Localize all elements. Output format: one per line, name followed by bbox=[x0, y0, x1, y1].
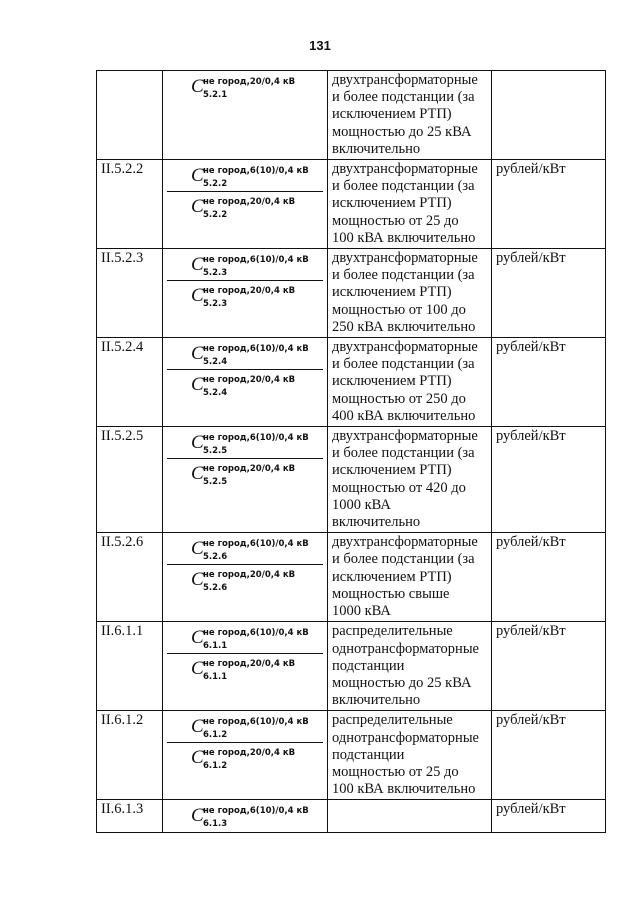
row-unit bbox=[492, 71, 606, 160]
formula-symbol bbox=[191, 194, 321, 221]
symbol-superscript: не город,6(10)/0,4 кВ bbox=[203, 717, 309, 728]
table-row bbox=[97, 533, 606, 622]
table-row bbox=[97, 160, 606, 249]
symbol-superscript: не город,20/0,4 кВ bbox=[203, 464, 296, 475]
symbol-subscript: 5.2.4 bbox=[203, 388, 228, 399]
rate-symbol-cell bbox=[163, 71, 328, 160]
tariff-table bbox=[96, 70, 606, 833]
symbol-superscript: не город,6(10)/0,4 кВ bbox=[203, 255, 309, 266]
symbol-superscript: не город,20/0,4 кВ bbox=[203, 659, 296, 670]
formula-symbol bbox=[191, 536, 321, 563]
description-line: исключением РТП) bbox=[332, 568, 452, 585]
row-unit: рублей/кВт bbox=[492, 338, 606, 427]
description-line: однотрансформаторные bbox=[332, 729, 479, 746]
description-line: подстанции bbox=[332, 746, 405, 763]
symbol-subscript: 5.2.5 bbox=[203, 477, 228, 488]
formula-symbol bbox=[191, 252, 321, 279]
row-unit: рублей/кВт bbox=[492, 622, 606, 711]
rate-letter: С bbox=[191, 343, 204, 365]
symbol-subscript: 5.2.6 bbox=[203, 583, 228, 594]
symbol-superscript: не город,6(10)/0,4 кВ bbox=[203, 806, 309, 817]
formula-symbol bbox=[191, 341, 321, 368]
rate-symbol bbox=[167, 534, 323, 565]
symbol-subscript: 6.1.2 bbox=[203, 730, 228, 741]
description-line: и более подстанции (за bbox=[332, 445, 475, 462]
symbol-subscript: 6.1.1 bbox=[203, 672, 228, 683]
rate-symbol-cell bbox=[163, 622, 328, 711]
row-description bbox=[328, 249, 492, 338]
row-description bbox=[328, 800, 492, 833]
rate-symbol bbox=[167, 72, 323, 102]
description-line: исключением РТП) bbox=[332, 284, 452, 301]
rate-letter: С bbox=[191, 658, 204, 680]
row-unit: рублей/кВт bbox=[492, 533, 606, 622]
description-line: исключением РТП) bbox=[332, 106, 452, 123]
rate-symbol bbox=[167, 654, 323, 684]
symbol-subscript: 5.2.4 bbox=[203, 357, 228, 368]
formula-symbol bbox=[191, 656, 321, 683]
row-code: II.5.2.5 bbox=[97, 427, 163, 533]
row-unit: рублей/кВт bbox=[492, 160, 606, 249]
symbol-subscript: 6.1.3 bbox=[203, 819, 228, 830]
formula-symbol bbox=[191, 714, 321, 741]
row-code bbox=[97, 71, 163, 160]
description-line: исключением РТП) bbox=[332, 195, 452, 212]
row-description bbox=[328, 533, 492, 622]
table-row bbox=[97, 338, 606, 427]
rate-letter: С bbox=[191, 76, 204, 97]
formula-symbol bbox=[191, 803, 321, 830]
rate-symbol bbox=[167, 281, 323, 311]
description-line: мощностью от 250 до bbox=[332, 390, 466, 407]
rate-symbol-cell bbox=[163, 249, 328, 338]
rate-letter: С bbox=[191, 285, 204, 307]
symbol-superscript: не город,20/0,4 кВ bbox=[203, 570, 296, 581]
rate-symbol bbox=[167, 339, 323, 370]
row-unit: рублей/кВт bbox=[492, 711, 606, 800]
rate-symbol bbox=[167, 801, 323, 831]
row-description bbox=[328, 338, 492, 427]
description-line: двухтрансформаторные bbox=[332, 250, 478, 267]
symbol-superscript: не город,20/0,4 кВ bbox=[203, 748, 296, 759]
formula-symbol bbox=[191, 372, 321, 399]
description-line: мощностью до 25 кВА bbox=[332, 123, 472, 140]
symbol-superscript: не город,6(10)/0,4 кВ bbox=[203, 539, 309, 550]
symbol-subscript: 5.2.3 bbox=[203, 299, 228, 310]
rate-symbol-cell bbox=[163, 338, 328, 427]
rate-letter: С bbox=[191, 196, 204, 218]
symbol-superscript: не город,6(10)/0,4 кВ bbox=[203, 344, 309, 355]
row-unit: рублей/кВт bbox=[492, 427, 606, 533]
page-number: 131 bbox=[309, 38, 331, 53]
rate-symbol bbox=[167, 192, 323, 222]
rate-letter: С bbox=[191, 627, 204, 649]
formula-symbol bbox=[191, 745, 321, 772]
rate-symbol-cell bbox=[163, 800, 328, 833]
formula-symbol bbox=[191, 625, 321, 652]
symbol-superscript: не город,6(10)/0,4 кВ bbox=[203, 628, 309, 639]
row-code: II.6.1.1 bbox=[97, 622, 163, 711]
description-line: мощностью от 100 до bbox=[332, 301, 466, 318]
description-line: включительно bbox=[332, 692, 421, 709]
description-line: двухтрансформаторные bbox=[332, 339, 478, 356]
formula-symbol bbox=[191, 74, 321, 98]
symbol-superscript: не город,6(10)/0,4 кВ bbox=[203, 166, 309, 177]
symbol-subscript: 6.1.2 bbox=[203, 761, 228, 772]
table-row bbox=[97, 249, 606, 338]
description-line: 1000 кВА bbox=[332, 603, 391, 620]
rate-symbol-cell bbox=[163, 711, 328, 800]
formula-symbol bbox=[191, 283, 321, 310]
formula-symbol bbox=[191, 430, 321, 457]
rate-letter: С bbox=[191, 374, 204, 396]
row-unit: рублей/кВт bbox=[492, 800, 606, 833]
description-line: включительно bbox=[332, 514, 421, 531]
row-code: II.5.2.6 bbox=[97, 533, 163, 622]
rate-letter: С bbox=[191, 165, 204, 187]
description-line: и более подстанции (за bbox=[332, 89, 475, 106]
rate-symbol-cell bbox=[163, 427, 328, 533]
table-row bbox=[97, 71, 606, 160]
description-line: исключением РТП) bbox=[332, 373, 452, 390]
symbol-subscript: 5.2.5 bbox=[203, 446, 228, 457]
symbol-subscript: 6.1.1 bbox=[203, 641, 228, 652]
description-line: 100 кВА включительно bbox=[332, 229, 476, 246]
rate-letter: С bbox=[191, 538, 204, 560]
row-description bbox=[328, 427, 492, 533]
description-line: распределительные bbox=[332, 623, 453, 640]
rate-letter: С bbox=[191, 716, 204, 738]
rate-letter: С bbox=[191, 432, 204, 454]
rate-symbol bbox=[167, 565, 323, 595]
row-code: II.5.2.3 bbox=[97, 249, 163, 338]
rate-letter: С bbox=[191, 569, 204, 591]
row-description bbox=[328, 711, 492, 800]
rate-symbol-cell bbox=[163, 160, 328, 249]
description-line: 100 кВА включительно bbox=[332, 781, 476, 798]
description-line: мощностью свыше bbox=[332, 585, 450, 602]
description-line: 250 кВА включительно bbox=[332, 318, 476, 335]
row-unit: рублей/кВт bbox=[492, 249, 606, 338]
description-line: 400 кВА включительно bbox=[332, 407, 476, 424]
row-code: II.6.1.3 bbox=[97, 800, 163, 833]
table-row bbox=[97, 622, 606, 711]
table-row bbox=[97, 427, 606, 533]
symbol-subscript: 5.2.6 bbox=[203, 552, 228, 563]
description-line: распределительные bbox=[332, 712, 453, 729]
formula-symbol bbox=[191, 163, 321, 190]
description-line: двухтрансформаторные bbox=[332, 534, 478, 551]
rate-symbol bbox=[167, 370, 323, 400]
description-line: двухтрансформаторные bbox=[332, 72, 478, 88]
description-line: исключением РТП) bbox=[332, 462, 452, 479]
description-line: и более подстанции (за bbox=[332, 356, 475, 373]
rate-symbol bbox=[167, 623, 323, 654]
row-description bbox=[328, 160, 492, 249]
symbol-superscript: не город,6(10)/0,4 кВ bbox=[203, 433, 309, 444]
description-line: мощностью до 25 кВА bbox=[332, 674, 472, 691]
description-line: мощностью от 25 до bbox=[332, 763, 459, 780]
description-line: двухтрансформаторные bbox=[332, 161, 478, 178]
description-line: мощностью от 25 до bbox=[332, 212, 459, 229]
table-row bbox=[97, 800, 606, 833]
description-line: и более подстанции (за bbox=[332, 551, 475, 568]
formula-symbol bbox=[191, 567, 321, 594]
description-line: 1000 кВА bbox=[332, 496, 391, 513]
rate-letter: С bbox=[191, 747, 204, 769]
row-code: II.5.2.4 bbox=[97, 338, 163, 427]
description-line: однотрансформаторные bbox=[332, 640, 479, 657]
rate-symbol-cell bbox=[163, 533, 328, 622]
symbol-subscript: 5.2.3 bbox=[203, 268, 228, 279]
rate-letter: С bbox=[191, 254, 204, 276]
rate-symbol bbox=[167, 712, 323, 743]
symbol-subscript: 5.2.1 bbox=[203, 90, 228, 100]
description-line: подстанции bbox=[332, 657, 405, 674]
row-description bbox=[328, 622, 492, 711]
rate-symbol bbox=[167, 459, 323, 489]
rate-symbol bbox=[167, 743, 323, 773]
description-line: мощностью от 420 до bbox=[332, 479, 466, 496]
rate-symbol bbox=[167, 428, 323, 459]
symbol-subscript: 5.2.2 bbox=[203, 179, 228, 190]
table-row bbox=[97, 711, 606, 800]
symbol-subscript: 5.2.2 bbox=[203, 210, 228, 221]
rate-letter: С bbox=[191, 463, 204, 485]
row-description bbox=[328, 71, 492, 160]
description-line: двухтрансформаторные bbox=[332, 428, 478, 445]
symbol-superscript: не город,20/0,4 кВ bbox=[203, 375, 296, 386]
rate-symbol bbox=[167, 161, 323, 192]
description-line: включительно bbox=[332, 140, 421, 157]
row-code: II.5.2.2 bbox=[97, 160, 163, 249]
rate-symbol bbox=[167, 250, 323, 281]
description-line: и более подстанции (за bbox=[332, 178, 475, 195]
description-line: и более подстанции (за bbox=[332, 267, 475, 284]
symbol-superscript: не город,20/0,4 кВ bbox=[203, 286, 296, 297]
formula-symbol bbox=[191, 461, 321, 488]
symbol-superscript: не город,20/0,4 кВ bbox=[203, 77, 296, 87]
row-code: II.6.1.2 bbox=[97, 711, 163, 800]
symbol-superscript: не город,20/0,4 кВ bbox=[203, 197, 296, 208]
rate-letter: С bbox=[191, 805, 204, 827]
